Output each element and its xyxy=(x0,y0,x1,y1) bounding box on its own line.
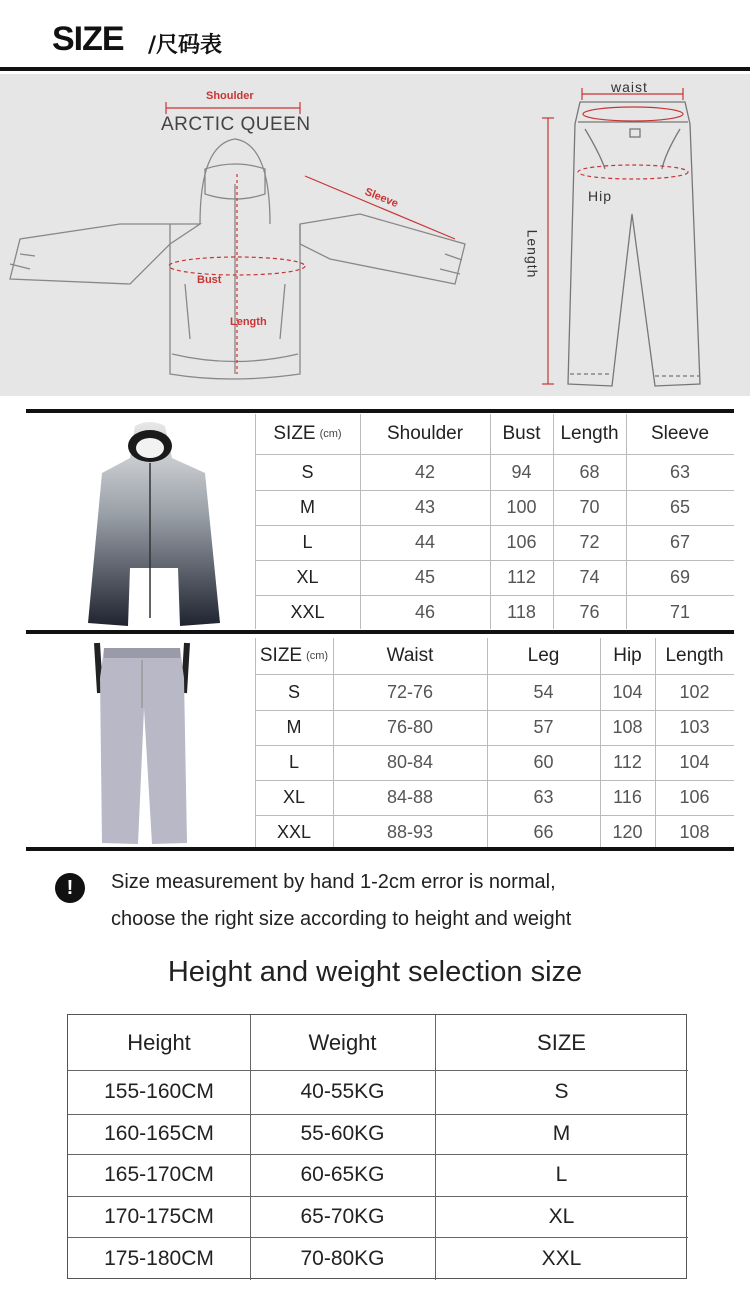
size-header-label: SIZE xyxy=(273,423,316,444)
value-cell: 69 xyxy=(669,567,691,587)
value-cell: 108 xyxy=(679,821,710,842)
hw-column-header: SIZE xyxy=(537,1029,586,1055)
hw-cell: 40-55KG xyxy=(300,1080,385,1103)
value-cell: 54 xyxy=(533,681,554,702)
value-cell: 70 xyxy=(579,497,600,517)
hw-column-header: Height xyxy=(127,1029,191,1055)
header-divider xyxy=(0,67,750,71)
value-cell: 66 xyxy=(533,821,554,842)
measurement-diagram xyxy=(0,74,750,396)
size-cell: L xyxy=(288,752,299,772)
hw-cell: XL xyxy=(548,1204,575,1228)
size-cell: XXL xyxy=(290,601,325,622)
pants-length-label: Length xyxy=(524,229,541,279)
hw-cell: 175-180CM xyxy=(104,1246,214,1270)
sleeve-label: Sleeve xyxy=(363,185,400,211)
column-header: Sleeve xyxy=(650,423,710,444)
column-header: Shoulder xyxy=(386,423,464,444)
note-line-2: choose the right size according to height and weight xyxy=(111,908,572,930)
size-column-header xyxy=(255,638,333,674)
hw-section-title: Height and weight selection size xyxy=(167,956,583,988)
page-subtitle: /尺码表 xyxy=(148,33,223,58)
unit-label: (cm) xyxy=(306,650,329,662)
value-cell: 84-88 xyxy=(386,787,434,807)
pants-photo-icon xyxy=(92,638,192,848)
unit-label: (cm) xyxy=(319,428,342,440)
value-cell: 63 xyxy=(669,461,691,482)
value-cell: 103 xyxy=(679,717,710,737)
value-cell: 60 xyxy=(533,752,554,772)
value-cell: 74 xyxy=(579,567,600,587)
hw-cell: 60-65KG xyxy=(300,1163,385,1186)
hw-cell: L xyxy=(555,1163,568,1186)
column-header: Leg xyxy=(527,645,560,666)
value-cell: 104 xyxy=(679,752,710,772)
height-weight-table xyxy=(67,1014,687,1279)
hw-cell: S xyxy=(554,1080,569,1103)
jacket-photo-icon xyxy=(80,418,230,626)
value-cell: 45 xyxy=(414,567,436,587)
shoulder-label: Shoulder xyxy=(206,90,254,102)
hw-cell: 170-175CM xyxy=(104,1204,214,1228)
garment-illustration xyxy=(0,74,750,396)
value-cell: 88-93 xyxy=(386,821,434,842)
value-cell: 108 xyxy=(612,717,643,737)
value-cell: 63 xyxy=(533,787,554,807)
value-cell: 80-84 xyxy=(386,752,434,772)
value-cell: 112 xyxy=(507,567,536,587)
value-cell: 72 xyxy=(579,532,600,552)
size-cell: L xyxy=(302,532,313,552)
column-header: Length xyxy=(665,645,724,666)
pants-outline-icon xyxy=(568,102,700,386)
value-cell: 102 xyxy=(679,681,710,702)
brand-name: ARCTIC QUEEN xyxy=(161,114,311,135)
value-cell: 106 xyxy=(506,532,537,552)
jacket-length-label: Length xyxy=(230,316,267,328)
hw-cell: 65-70KG xyxy=(300,1204,385,1228)
hip-label: Hip xyxy=(588,188,613,204)
value-cell: 42 xyxy=(414,461,436,482)
page-header xyxy=(0,0,750,72)
hw-cell: 155-160CM xyxy=(104,1080,214,1103)
value-cell: 116 xyxy=(613,787,642,807)
column-header: Hip xyxy=(613,645,642,666)
hw-cell: M xyxy=(552,1122,571,1145)
value-cell: 44 xyxy=(414,532,436,552)
value-cell: 67 xyxy=(669,532,691,552)
bust-label: Bust xyxy=(197,274,222,286)
column-header: Waist xyxy=(386,645,434,666)
value-cell: 57 xyxy=(533,717,554,737)
hw-column-header: Weight xyxy=(308,1029,377,1055)
value-cell: 46 xyxy=(414,601,436,622)
page-title: SIZE xyxy=(52,20,124,58)
hw-cell: 55-60KG xyxy=(300,1122,385,1145)
size-column-header xyxy=(255,414,360,454)
pants-measure-lines xyxy=(542,88,688,384)
value-cell: 71 xyxy=(669,601,691,622)
jacket-table-bottom-rule xyxy=(26,630,734,634)
column-header: Length xyxy=(560,423,619,444)
size-cell: XXL xyxy=(276,821,312,842)
pants-table-bottom-rule xyxy=(26,847,734,851)
size-cell: M xyxy=(300,497,315,517)
value-cell: 94 xyxy=(511,461,532,482)
value-cell: 76 xyxy=(579,601,600,622)
value-cell: 65 xyxy=(669,497,691,517)
size-header-label: SIZE xyxy=(259,645,303,666)
jacket-measure-lines xyxy=(166,102,455,374)
hw-cell: 70-80KG xyxy=(300,1246,385,1270)
value-cell: 76-80 xyxy=(386,717,434,737)
column-header: Bust xyxy=(502,423,541,444)
jacket-table-top-rule xyxy=(26,409,734,413)
hw-cell: 160-165CM xyxy=(104,1122,214,1145)
value-cell: 118 xyxy=(507,601,536,622)
size-cell: S xyxy=(287,681,300,702)
hw-cell: 165-170CM xyxy=(104,1163,214,1186)
waist-label: waist xyxy=(611,79,648,95)
size-cell: XL xyxy=(296,567,319,587)
size-cell: S xyxy=(301,461,314,482)
exclamation-icon: ! xyxy=(55,873,85,903)
value-cell: 72-76 xyxy=(386,681,434,702)
value-cell: 106 xyxy=(679,787,710,807)
value-cell: 120 xyxy=(612,821,643,842)
value-cell: 68 xyxy=(579,461,600,482)
hw-cell: XXL xyxy=(541,1246,582,1270)
value-cell: 100 xyxy=(506,497,537,517)
size-cell: M xyxy=(286,717,302,737)
note-line-1: Size measurement by hand 1-2cm error is normal, xyxy=(111,871,556,893)
value-cell: 43 xyxy=(414,497,436,517)
size-cell: XL xyxy=(282,787,306,807)
value-cell: 104 xyxy=(612,681,643,702)
value-cell: 112 xyxy=(613,752,642,772)
